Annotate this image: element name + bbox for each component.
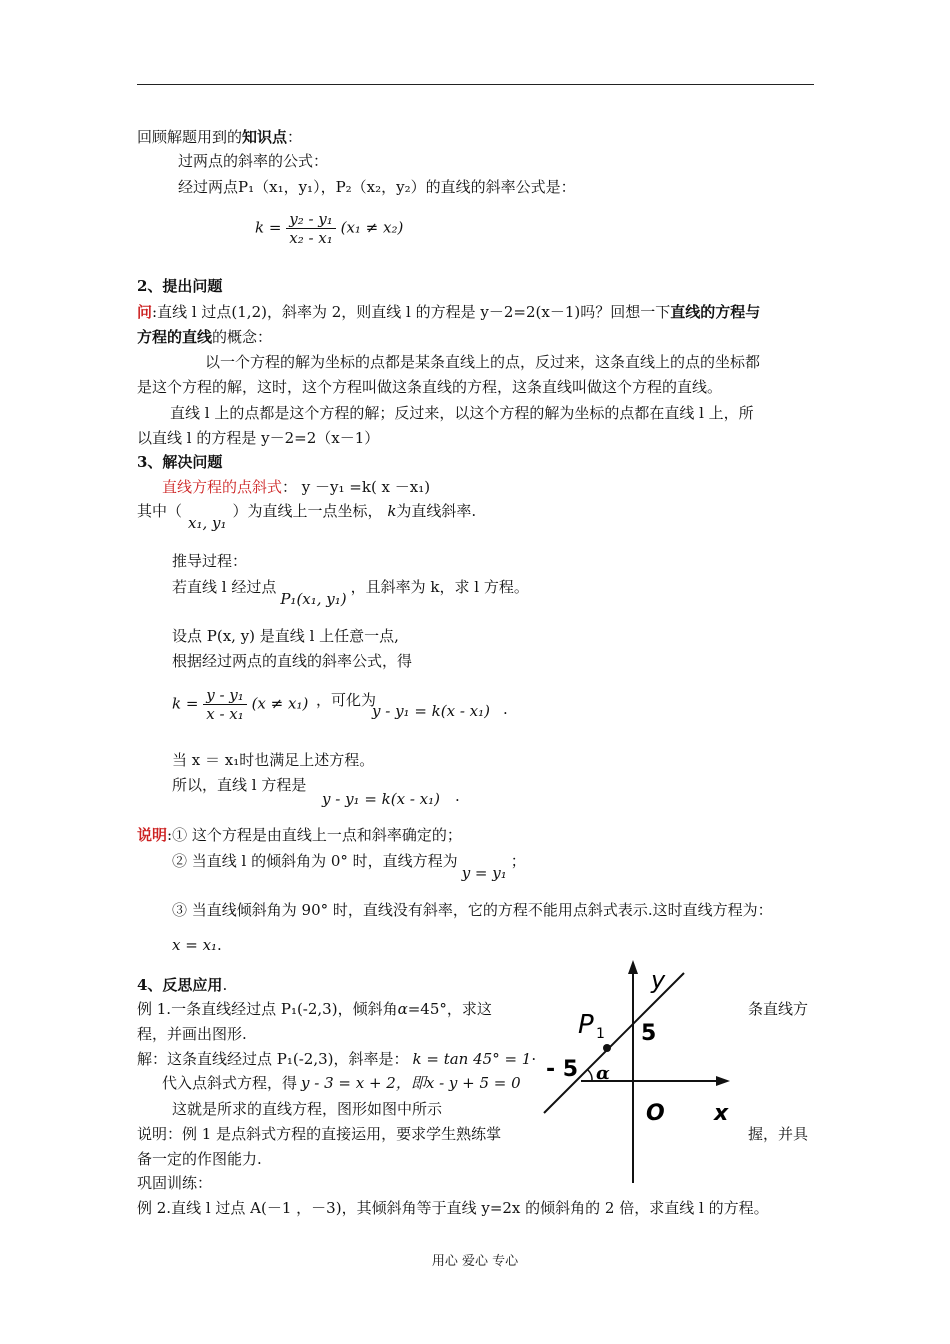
formula-fraction	[286, 210, 336, 247]
note3-suffix: .	[217, 936, 222, 954]
section4-title-text: 4、反思应用	[137, 976, 223, 994]
formula-numerator: y₂ - y₁	[286, 210, 336, 229]
definition-line1: 以一个方程的解为坐标的点都是某条直线上的点，反过来，这条直线上的点的坐标都	[205, 353, 761, 371]
section2-title: 2、提出问题	[137, 277, 223, 295]
explain-line2: 以直线 l 的方程是 y－2=2（x－1）	[137, 429, 380, 447]
question-bold2: 方程的直线	[137, 328, 213, 346]
x-intercept-label: - 5	[546, 1057, 579, 1082]
review-line1: 过两点的斜率的公式：	[178, 152, 329, 170]
ex1-text: 例 1.一条直线经过点 P₁(-2,3)，倾斜角	[137, 1000, 398, 1018]
question-line	[137, 302, 760, 322]
p1-label: P	[578, 1010, 594, 1040]
solution-line2	[162, 1073, 521, 1093]
so-result: y - y₁ = k(x - x₁)	[322, 790, 441, 808]
note-line1	[137, 825, 462, 845]
definition-line2: 是这个方程的解，这时，这个方程叫做这条直线的方程，这条直线叫做这个方程的直线。	[137, 378, 723, 396]
so-dot: .	[455, 787, 460, 805]
header-divider	[137, 84, 814, 85]
question-bold1: 直线的方程与	[670, 303, 761, 321]
derived-result: y - y₁ = k(x - x₁)	[372, 702, 491, 720]
by-line: 根据经过两点的直线的斜率公式，得	[172, 652, 413, 670]
formula-denominator: x₂ - x₁	[289, 229, 333, 247]
note1-text: :① 这个方程是由直线上一点和斜率确定的；	[167, 826, 462, 844]
graph-line	[544, 973, 684, 1113]
where-suffix: ）为直线上一点坐标，	[232, 502, 383, 520]
y-axis-arrow-icon	[628, 960, 638, 974]
sol-k: k = tan 45° = 1	[412, 1050, 532, 1068]
example1-line2: 程，并画出图形.	[137, 1025, 247, 1043]
ex1-alpha: α	[397, 1000, 408, 1018]
section3-title: 3、解决问题	[137, 453, 223, 471]
example1-tail: 条直线方	[748, 1000, 809, 1018]
when-line: 当 x ＝ x₁时也满足上述方程。	[172, 751, 375, 769]
derive-title: 推导过程：	[172, 552, 248, 570]
page-footer: 用心 爱心 专心	[431, 1254, 519, 1269]
example1-line1	[137, 999, 492, 1019]
sol-k-dot: ·	[531, 1050, 537, 1068]
x-label: x	[714, 1101, 729, 1126]
note-line3: ③ 当直线倾斜角为 90° 时，直线没有斜率，它的方程不能用点斜式表示.这时直线方程为：	[172, 901, 773, 919]
review-title	[137, 127, 302, 147]
derived-denominator: x - x₁	[206, 705, 244, 723]
derived-formula	[172, 686, 308, 723]
point-slope-equation: ： y －y₁ =k( x －x₁)	[282, 478, 431, 496]
note2-eq: y = y₁	[461, 864, 507, 882]
line-figure	[536, 958, 736, 1188]
where-k-text: 为直线斜率.	[396, 502, 477, 520]
note2-suffix: ；	[510, 852, 526, 870]
let-line: 设点 P(x, y) 是直线 l 上任意一点,	[172, 627, 399, 645]
ex-note-line1: 说明：例 1 是点斜式方程的直接运用，要求学生熟练掌	[137, 1125, 502, 1143]
derived-fraction	[203, 686, 247, 723]
x-axis-arrow-icon	[716, 1076, 730, 1086]
note-line3-eq-row	[172, 935, 222, 955]
note3-eq: x = x₁	[172, 936, 218, 954]
question-line2	[137, 327, 272, 347]
note-line2	[172, 851, 526, 882]
question-text2: 的概念：	[212, 328, 273, 346]
question-label: 问	[137, 303, 153, 321]
derived-k: k =	[172, 694, 199, 713]
so-line: 所以，直线 l 方程是	[172, 776, 307, 794]
point-p1	[603, 1044, 611, 1052]
review-line2: 经过两点P₁（x₁，y₁），P₂（x₂，y₂）的直线的斜率公式是：	[178, 178, 576, 196]
formula-k: k =	[255, 218, 282, 237]
where-point: x₁, y₁	[188, 514, 227, 532]
explain-line1: 直线 l 上的点都是这个方程的解；反过来，以这个方程的解为坐标的点都在直线 l 上，所	[170, 404, 754, 422]
origin-label: O	[646, 1101, 665, 1126]
p1-subscript: 1	[596, 1026, 605, 1042]
derive-if: 若直线 l 经过点	[172, 578, 277, 596]
derived-condition: (x ≠ x₁)	[251, 694, 309, 713]
practice-title: 巩固训练：	[137, 1174, 213, 1192]
point-slope-line	[162, 477, 430, 497]
derived-dot: .	[503, 700, 508, 718]
y-label: y	[651, 966, 666, 994]
derive-point: P₁(x₁, y₁)	[280, 590, 347, 608]
derived-numerator: y - y₁	[203, 686, 247, 705]
ex1-text2: =45°，求这	[407, 1000, 492, 1018]
where-line	[137, 501, 477, 532]
ex-note-tail: 握，并具	[748, 1125, 809, 1143]
example2: 例 2.直线 l 过点 A(－1 ，－3)，其倾斜角等于直线 y=2x 的倾斜角的 2 倍，求直线 l 的方程。	[137, 1199, 769, 1217]
review-title-suffix: ：	[287, 128, 303, 146]
section4-title	[137, 975, 227, 995]
angle-label: α	[596, 1063, 610, 1084]
section4-title-dot: .	[222, 976, 228, 994]
note2-prefix: ② 当直线 l 的倾斜角为 0° 时，直线方程为	[172, 852, 458, 870]
point-slope-label: 直线方程的点斜式	[162, 478, 283, 496]
where-prefix: 其中（	[137, 502, 183, 520]
can-become: ，可化为	[316, 691, 377, 709]
review-title-bold: 知识点	[242, 128, 288, 146]
angle-arc	[588, 1070, 592, 1081]
solution-line1	[137, 1049, 536, 1069]
question-text: :直线 l 过点(1,2)，斜率为 2，则直线 l 的方程是 y－2=2(x－1)吗？回想一下	[152, 303, 671, 321]
slope-formula	[255, 210, 403, 247]
ex-note-line2: 备一定的作图能力.	[137, 1150, 262, 1168]
solution-line3: 这就是所求的直线方程，图形如图中所示	[172, 1100, 443, 1118]
review-title-prefix: 回顾解题用到的	[137, 128, 243, 146]
sol-eq: y - 3 = x + 2，即x - y + 5 = 0	[301, 1074, 521, 1092]
sol-text: 解：这条直线经过点 P₁(-2,3)，斜率是：	[137, 1050, 409, 1068]
formula-condition: (x₁ ≠ x₂)	[340, 218, 404, 237]
y-intercept-label: 5	[641, 1021, 657, 1046]
derive-if2: ，且斜率为 k，求 l 方程。	[350, 578, 529, 596]
derive-if-line	[172, 577, 529, 608]
where-k: k	[387, 502, 397, 520]
note-label: 说明	[137, 826, 168, 844]
sol-text2: 代入点斜式方程，得	[162, 1074, 298, 1092]
